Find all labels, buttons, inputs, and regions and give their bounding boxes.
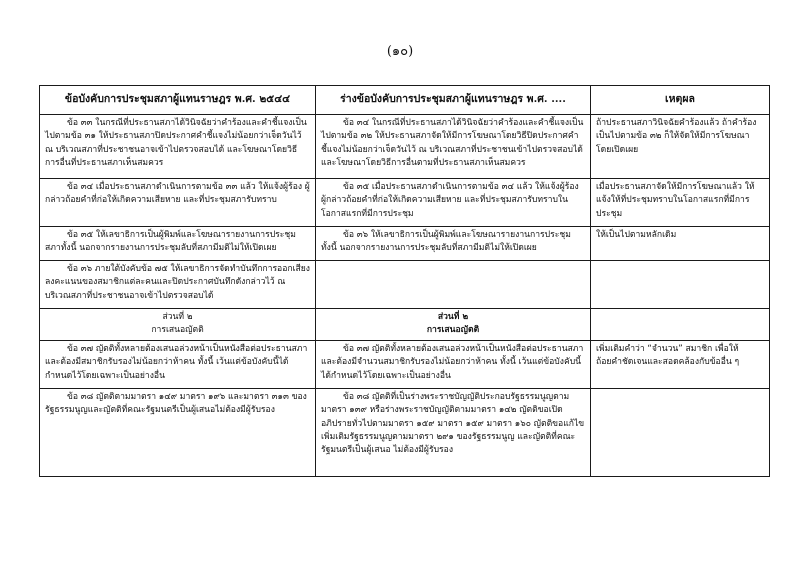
old-text-cell: ข้อ ๓๕ ให้เลขาธิการเป็นผู้พิมพ์และโฆษณารายงานการประชุมสภาทั้งนี้ นอกจากรายงานการประชุมลับที่สภามีมติไม่ให้เปิดเผย xyxy=(40,227,316,261)
reason-cell xyxy=(591,309,770,341)
table-row xyxy=(40,227,770,261)
new-text-cell: ข้อ ๓๖ ให้เลขาธิการเป็นผู้พิมพ์และโฆษณารายงานการประชุมทั้งนี้ นอกจากรายงานการประชุมลับที่สภามีมติไม่ให้เปิดเผย xyxy=(316,227,591,261)
header-draft-regulation: ร่างข้อบังคับการประชุมสภาผู้แทนราษฎร พ.ศ. .... xyxy=(316,86,591,115)
section-row xyxy=(40,309,770,341)
old-text-cell: ข้อ ๓๖ ภายใต้บังคับข้อ ๗๕ ให้เลขาธิการจัดทำบันทึกการออกเสียงลงคะแนนของสมาชิกแต่ละคนและปิดประกาศบันทึกดังกล่าวไว้ ณ บริเวณสภาที่ประชาชนอาจเข้าไปตรวจสอบได้ xyxy=(40,261,316,309)
new-text-cell xyxy=(316,261,591,309)
header-old-regulation: ข้อบังคับการประชุมสภาผู้แทนราษฎร พ.ศ. ๒๕๔๔ xyxy=(40,86,316,115)
header-row xyxy=(40,86,770,115)
new-text-cell: ข้อ ๓๕ เมื่อประธานสภาดำเนินการตามข้อ ๓๔ แล้ว ให้แจ้งผู้ร้อง ผู้กล่าวถ้อยคำที่ก่อให้เกิดความเสียหาย และที่ประชุมสภารับทราบในโอกาสแรกที่มีการประชุม xyxy=(316,179,591,227)
table-row xyxy=(40,388,770,476)
reason-cell xyxy=(591,388,770,476)
header-reason: เหตุผล xyxy=(591,86,770,115)
reason-cell xyxy=(591,261,770,309)
comparison-table xyxy=(39,85,770,477)
reason-cell: ให้เป็นไปตามหลักเดิม xyxy=(591,227,770,261)
old-text-cell: ข้อ ๓๗ ญัตติทั้งหลายต้องเสนอล่วงหน้าเป็นหนังสือต่อประธานสภาและต้องมีสมาชิกรับรองไม่น้อยกว่าห้าคน ทั้งนี้ เว้นแต่ข้อบังคับนี้ได้กำหนดไว้โดยเฉพาะเป็นอย่างอื่น xyxy=(40,340,316,388)
table-row xyxy=(40,340,770,388)
reason-cell: เมื่อประธานสภาจัดให้มีการโฆษณาแล้ว ให้แจ้งให้ที่ประชุมทราบในโอกาสแรกที่มีการประชุม xyxy=(591,179,770,227)
section-heading-new: ส่วนที่ ๒ การเสนอญัตติ xyxy=(316,309,591,341)
old-text-cell: ข้อ ๓๘ ญัตติตามมาตรา ๑๔๙ มาตรา ๑๙๖ และมาตรา ๓๑๓ ของรัฐธรรมนูญและญัตติที่คณะรัฐมนตรีเป็นผู้เสนอไม่ต้องมีผู้รับรอง xyxy=(40,388,316,476)
table-row xyxy=(40,179,770,227)
reason-cell: ถ้าประธานสภาวินิจฉัยคำร้องแล้ว ถ้าคำร้องเป็นไปตามข้อ ๓๒ ก็ให้จัดให้มีการโฆษณาโดยเปิดเผย xyxy=(591,115,770,179)
table-row xyxy=(40,261,770,309)
page-number: (๑๐) xyxy=(386,44,414,59)
new-text-cell: ข้อ ๓๗ ญัตติทั้งหลายต้องเสนอล่วงหน้าเป็นหนังสือต่อประธานสภาและต้องมีจำนวนสมาชิกรับรองไม่น้อยกว่าห้าคน ทั้งนี้ เว้นแต่ข้อบังคับนี้ได้กำหนดไว้โดยเฉพาะเป็นอย่างอื่น xyxy=(316,340,591,388)
new-text-cell: ข้อ ๓๔ ในกรณีที่ประธานสภาได้วินิจฉัยว่าคำร้องและคำชี้แจงเป็นไปตามข้อ ๓๒ ให้ประธานสภาจัดให้มีการโฆษณาโดยวิธีปิดประกาศคำชี้แจงไม่น้อยกว่าเจ็ดวันไว้ ณ บริเวณสภาที่ประชาชนเข้าไปตรวจสอบได้ และโฆษณาโดยวิธีการอื่นตามที่ประธานสภาเห็นสมควร xyxy=(316,115,591,179)
old-text-cell: ข้อ ๓๓ ในกรณีที่ประธานสภาได้วินิจฉัยว่าคำร้องและคำชี้แจงเป็นไปตามข้อ ๓๑ ให้ประธานสภาปิดประกาศคำชี้แจงไม่น้อยกว่าเจ็ดวันไว้ ณ บริเวณสภาที่ประชาชนอาจเข้าไปตรวจสอบได้ และโฆษณาโดยวิธีการอื่นที่ประธานสภาเห็นสมควร xyxy=(40,115,316,179)
reason-cell: เพิ่มเติมคำว่า “จำนวน” สมาชิก เพื่อให้ถ้อยคำชัดเจนและสอดคล้องกับข้ออื่น ๆ xyxy=(591,340,770,388)
new-text-cell: ข้อ ๓๘ ญัตติที่เป็นร่างพระราชบัญญัติประกอบรัฐธรรมนูญตามมาตรา ๑๓๙ หรือร่างพระราชบัญญัติตามมาตรา ๑๔๒ ญัตติขอเปิดอภิปรายทั่วไปตามมาตรา ๑๕๙ มาตรา ๑๕๙ มาตรา ๑๖๐ ญัตติขอแก้ไขเพิ่มเติมรัฐธรรมนูญตามมาตรา ๒๙๑ ของรัฐธรรมนูญ และญัตติที่คณะรัฐมนตรีเป็นผู้เสนอ ไม่ต้องมีผู้รับรอง xyxy=(316,388,591,476)
section-heading-old: ส่วนที่ ๒ การเสนอญัตติ xyxy=(40,309,316,341)
table-row xyxy=(40,115,770,179)
old-text-cell: ข้อ ๓๔ เมื่อประธานสภาดำเนินการตามข้อ ๓๓ แล้ว ให้แจ้งผู้ร้อง ผู้กล่าวถ้อยคำที่ก่อให้เกิดความเสียหาย และที่ประชุมสภารับทราบ xyxy=(40,179,316,227)
